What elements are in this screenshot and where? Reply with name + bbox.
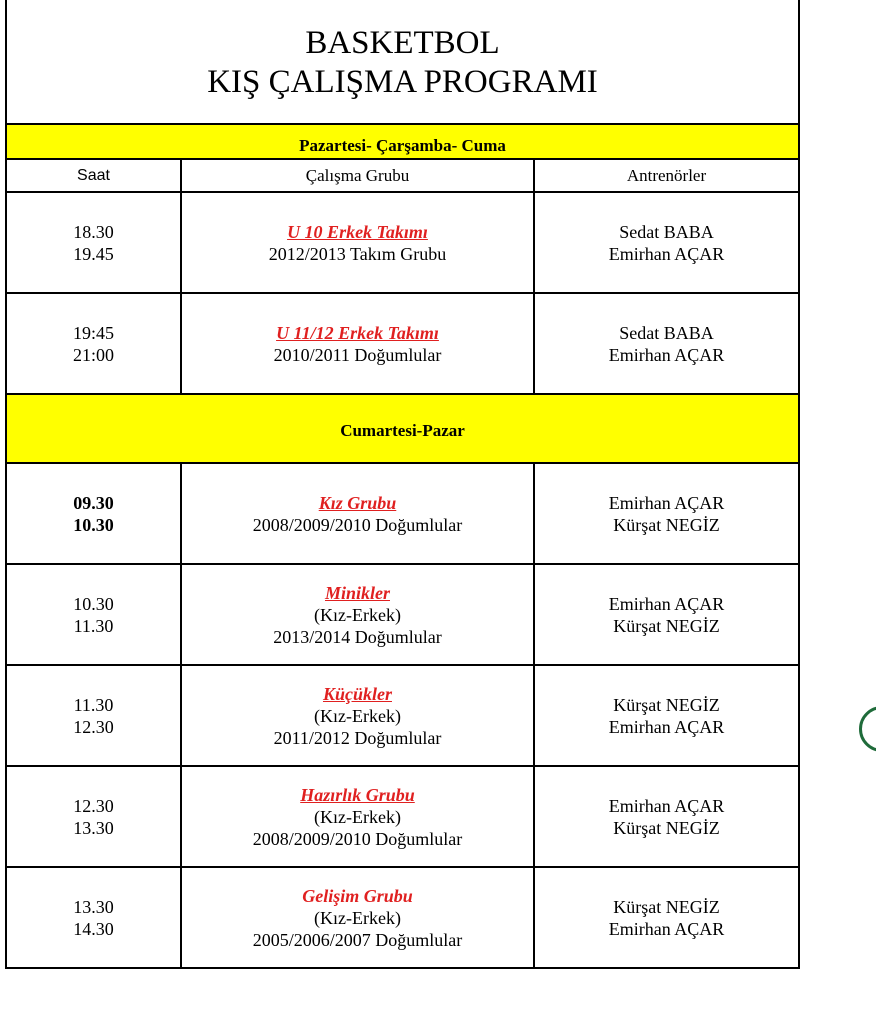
group-cell [182, 193, 535, 292]
header-grup: Çalışma Grubu [182, 160, 535, 191]
time-start: 10.30 [73, 593, 114, 614]
green-circle-icon [859, 706, 876, 752]
coach-1: Sedat BABA [619, 322, 714, 343]
time-cell [7, 666, 182, 765]
weekend-band: Cumartesi-Pazar [7, 395, 798, 464]
group-sub: (Kız-Erkek) [314, 907, 401, 928]
coach-2: Emirhan AÇAR [608, 344, 725, 365]
coach-2: Emirhan AÇAR [608, 243, 725, 264]
group-cell [182, 464, 535, 563]
group-detail: 2012/2013 Takım Grubu [268, 243, 447, 264]
group-name: Küçükler [322, 683, 392, 704]
coach-2: Emirhan AÇAR [608, 716, 725, 737]
coach-2: Kürşat NEGİZ [613, 817, 720, 838]
group-name: U 10 Erkek Takımı [287, 221, 428, 242]
time-cell [7, 193, 182, 292]
time-start: 18.30 [73, 221, 114, 242]
coach-1: Kürşat NEGİZ [613, 896, 720, 917]
header-antrenor: Antrenörler [626, 165, 707, 185]
coach-2: Kürşat NEGİZ [613, 514, 720, 535]
group-name: U 11/12 Erkek Takımı [276, 322, 439, 343]
table-row [7, 666, 798, 767]
time-end: 19.45 [73, 243, 114, 264]
coach-1: Emirhan AÇAR [608, 593, 725, 614]
group-detail: 2010/2011 Doğumlular [273, 344, 442, 365]
time-end: 13.30 [73, 817, 114, 838]
coach-1: Emirhan AÇAR [608, 492, 725, 513]
title-block [7, 0, 798, 125]
time-end: 10.30 [73, 514, 114, 535]
header-row [7, 160, 798, 193]
coach-1: Emirhan AÇAR [608, 795, 725, 816]
schedule-sheet [5, 0, 800, 969]
group-name: Hazırlık Grubu [300, 784, 415, 805]
time-start: 19:45 [72, 322, 114, 343]
group-sub: (Kız-Erkek) [314, 705, 401, 726]
time-start: 11.30 [73, 694, 114, 715]
weekday-band: Pazartesi- Çarşamba- Cuma [7, 125, 798, 160]
group-cell [182, 565, 535, 664]
time-start: 09.30 [73, 492, 114, 513]
table-row [7, 565, 798, 666]
group-name: Gelişim Grubu [302, 885, 413, 906]
group-sub: (Kız-Erkek) [314, 806, 401, 827]
group-name: Minikler [324, 582, 390, 603]
coach-cell [535, 193, 798, 292]
coach-cell [535, 666, 798, 765]
coach-1: Kürşat NEGİZ [613, 694, 720, 715]
time-end: 11.30 [73, 615, 114, 636]
time-start: 13.30 [73, 896, 114, 917]
group-sub: (Kız-Erkek) [314, 604, 401, 625]
table-row [7, 294, 798, 395]
time-end: 21:00 [72, 344, 114, 365]
title-line-1: BASKETBOL [305, 25, 500, 61]
time-end: 12.30 [73, 716, 114, 737]
time-cell [7, 464, 182, 563]
group-cell [182, 294, 535, 393]
group-cell [182, 767, 535, 866]
group-detail: 2013/2014 Doğumlular [273, 626, 442, 647]
coach-cell [535, 464, 798, 563]
coach-cell [535, 767, 798, 866]
coach-cell [535, 868, 798, 967]
table-row [7, 193, 798, 294]
group-cell [182, 666, 535, 765]
table-row [7, 767, 798, 868]
coach-cell [535, 294, 798, 393]
time-cell [7, 767, 182, 866]
coach-1: Sedat BABA [619, 221, 714, 242]
time-start: 12.30 [73, 795, 114, 816]
table-row [7, 868, 798, 969]
group-detail: 2005/2006/2007 Doğumlular [252, 929, 463, 950]
group-detail: 2008/2009/2010 Doğumlular [252, 514, 463, 535]
header-saat: Saat [7, 160, 182, 191]
group-detail: 2008/2009/2010 Doğumlular [252, 828, 463, 849]
coach-cell [535, 565, 798, 664]
time-cell [7, 294, 182, 393]
table-row [7, 464, 798, 565]
group-name: Kız Grubu [318, 492, 397, 513]
title-line-2: KIŞ ÇALIŞMA PROGRAMI [207, 64, 598, 100]
group-cell [182, 868, 535, 967]
group-detail: 2011/2012 Doğumlular [273, 727, 442, 748]
time-cell [7, 565, 182, 664]
coach-2: Kürşat NEGİZ [613, 615, 720, 636]
time-end: 14.30 [73, 918, 114, 939]
time-cell [7, 868, 182, 967]
coach-2: Emirhan AÇAR [608, 918, 725, 939]
